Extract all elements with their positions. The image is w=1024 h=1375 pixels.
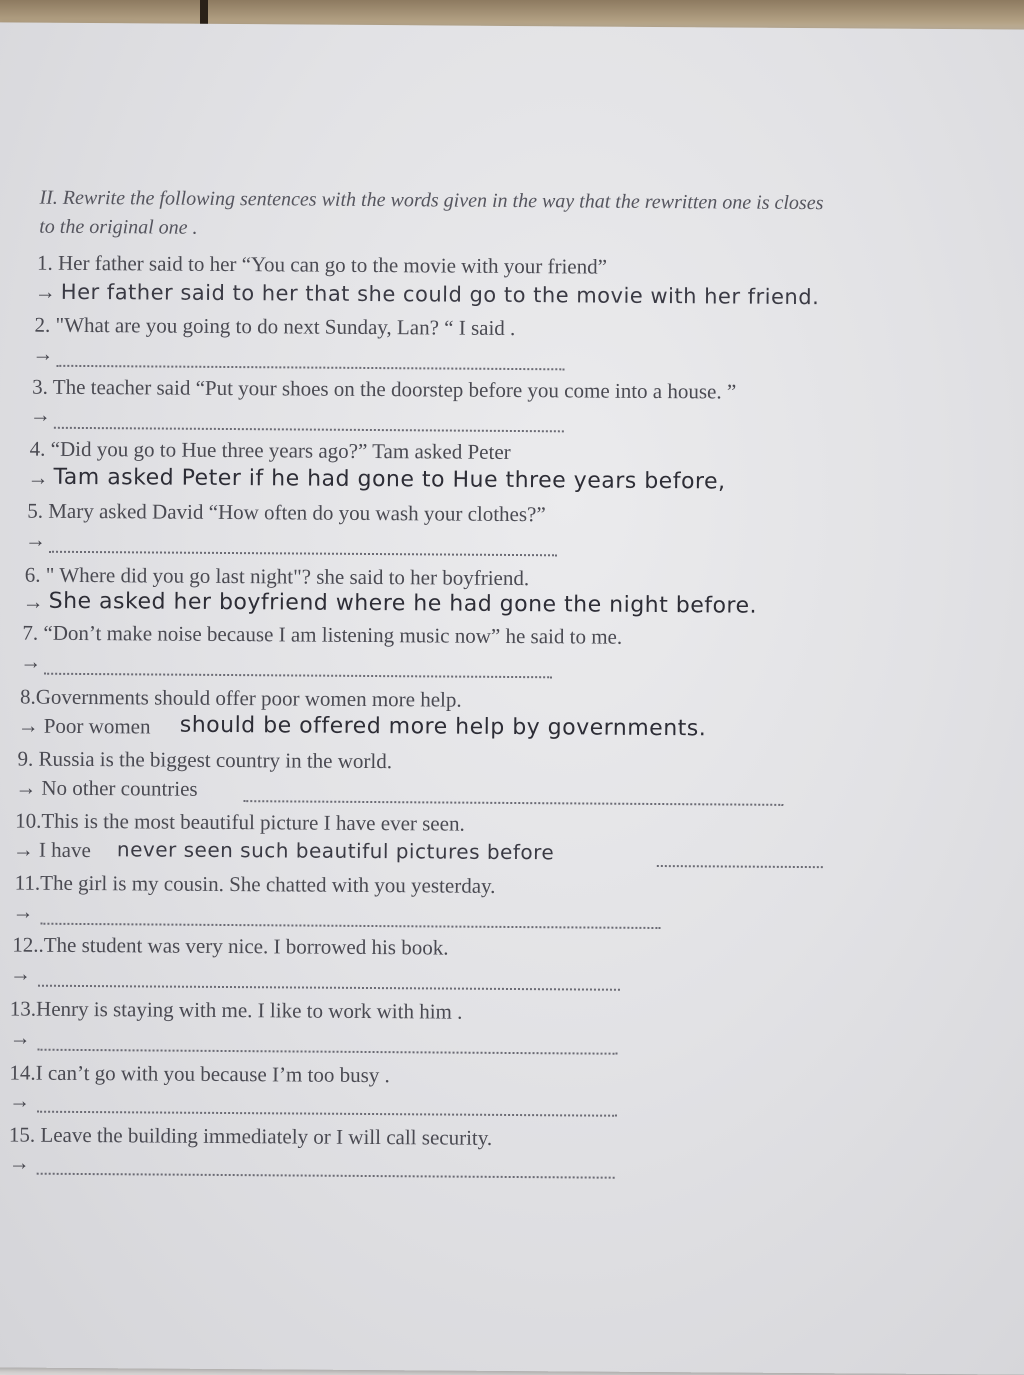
question-2: 2. "What are you going to do next Sunday, Lan? “ I said . [34, 312, 516, 341]
answer-10: never seen such beautiful pictures before [116, 837, 555, 865]
answer-6: She asked her boyfriend where he had gone the night before. [48, 588, 758, 619]
arrow-12: → [9, 961, 32, 986]
answer-line-9 [243, 800, 783, 806]
answer-line-15 [37, 1173, 615, 1179]
answer-line-3 [54, 427, 564, 433]
question-1: 1. Her father said to her “You can go to the movie with your friend” [36, 250, 608, 279]
question-10: 10.This is the most beautiful picture I have ever seen. [15, 808, 465, 836]
prompt-8: Poor women [43, 713, 151, 739]
arrow-2: → [32, 341, 54, 366]
exercise-heading-line2: to the original one . [39, 215, 198, 239]
answer-line-14 [37, 1111, 617, 1117]
question-14: 14.I can’t go with you because I’m too busy . [9, 1060, 390, 1088]
answer-line-13 [38, 1049, 618, 1055]
arrow-11: → [12, 899, 34, 924]
question-11: 11.The girl is my cousin. She chatted with you yesterday. [14, 870, 496, 898]
answer-4: Tam asked Peter if he had gone to Hue three years before, [53, 464, 726, 495]
question-12: 12..The student was very nice. I borrowed his book. [12, 932, 449, 960]
question-9: 9. Russia is the biggest country in the world. [17, 746, 393, 774]
answer-line-11 [40, 923, 660, 929]
arrow-3: → [29, 402, 52, 427]
answer-line-5 [49, 551, 557, 557]
arrow-5: → [25, 527, 47, 552]
answer-line-2 [56, 365, 564, 371]
prompt-9: No other countries [41, 775, 198, 801]
arrow-15: → [8, 1150, 30, 1175]
answer-line-12 [38, 985, 620, 991]
worksheet-page [0, 22, 1024, 1374]
arrow-4: → [27, 465, 49, 490]
arrow-6: → [22, 589, 44, 614]
question-3: 3. The teacher said “Put your shoes on the doorstep before you come into a house. ” [32, 374, 737, 404]
question-5: 5. Mary asked David “How often do you wash your clothes?” [27, 498, 546, 527]
question-13: 13.Henry is staying with me. I like to work with him . [9, 996, 463, 1024]
answer-1: Her father said to her that she could go to the movie with her friend. [60, 279, 820, 310]
arrow-7: → [20, 649, 42, 674]
prompt-10: I have [38, 837, 91, 863]
answer-line-10 [657, 865, 823, 868]
question-8: 8.Governments should offer poor women more help. [19, 684, 462, 712]
question-6: 6. " Where did you go last night"? she said to her boyfriend. [24, 562, 530, 591]
question-15: 15. Leave the building immediately or I will call security. [8, 1122, 493, 1150]
arrow-10: → [12, 837, 35, 862]
arrow-8: → [17, 713, 39, 738]
arrow-13: → [9, 1025, 31, 1050]
arrow-1: → [34, 279, 56, 304]
answer-line-7 [44, 673, 552, 679]
question-7: 7. “Don’t make noise because I am listening music now” he said to me. [22, 620, 623, 649]
arrow-14: → [9, 1088, 31, 1113]
question-4: 4. “Did you go to Hue three years ago?” Tam asked Peter [29, 436, 511, 464]
exercise-heading-line1: II. Rewrite the following sentences with the words given in the way that the rewritten one is closes [39, 186, 824, 215]
arrow-9: → [15, 775, 37, 800]
answer-8: should be offered more help by governments. [179, 712, 707, 742]
